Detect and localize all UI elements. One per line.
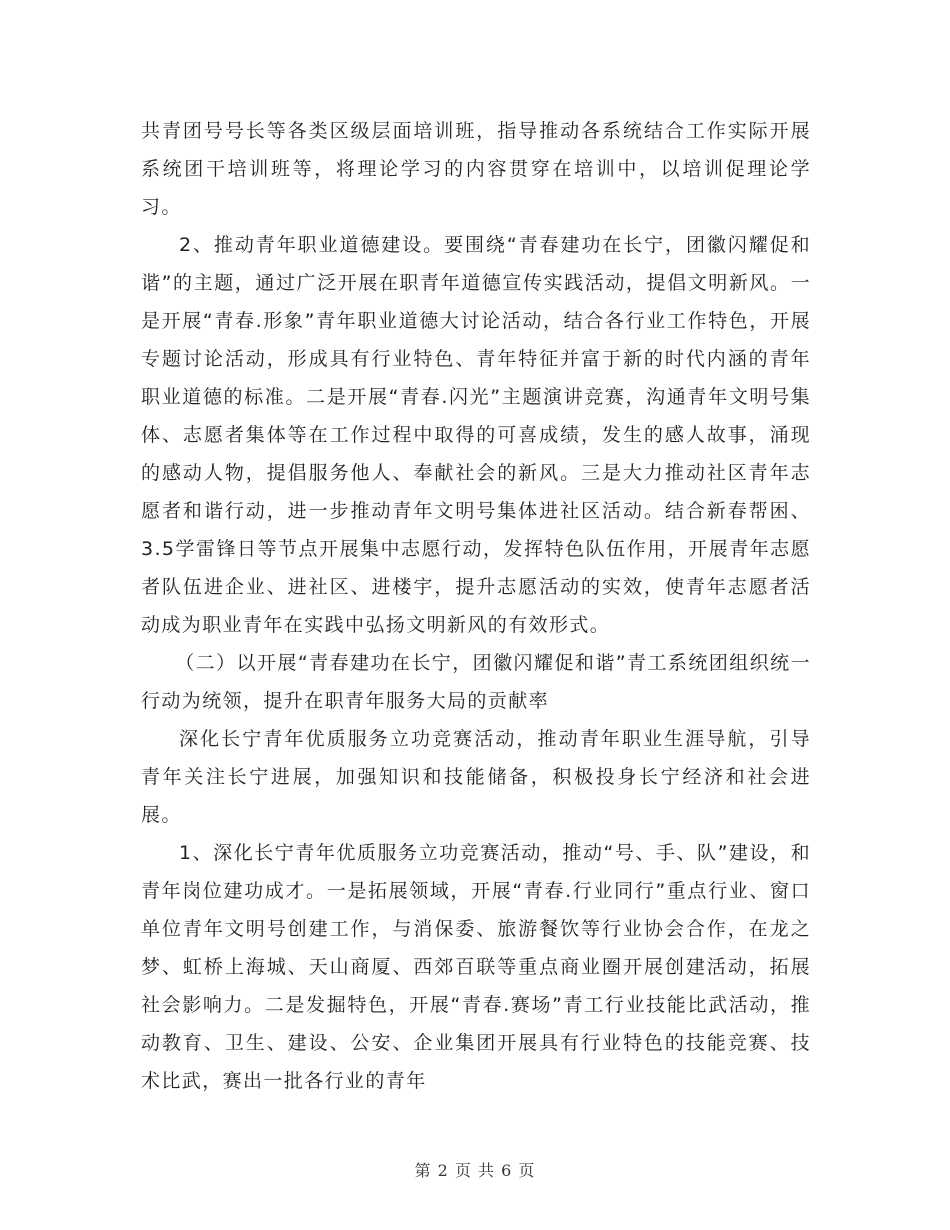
page-footer: 第 2 页 共 6 页 — [414, 1161, 536, 1180]
section-heading-2: （二）以开展“青春建功在长宁，团徽闪耀促和谐”青工系统团组织统一行动为统领，提升在职青年服务大局的贡献率 — [141, 652, 811, 712]
paragraph-section-intro: 深化长宁青年优质服务立功竞赛活动，推动青年职业生涯导航，引导青年关注长宁进展，加强知识和技能储备，积极投身长宁经济和社会进展。 — [141, 728, 811, 826]
document-body — [141, 112, 811, 1100]
paragraph-continuation: 共青团号号长等各类区级层面培训班，指导推动各系统结合工作实际开展系统团干培训班等，将理论学习的内容贯穿在培训中，以培训促理论学习。 — [141, 120, 811, 218]
paragraph-item-2: 2、推动青年职业道德建设。要围绕“青春建功在长宁，团徽闪耀促和谐”的主题，通过广泛开展在职青年道德宣传实践活动，提倡文明新风。一是开展“青春.形象”青年职业道德大讨论活动，结合各行业工作特色，开展专题讨论活动，形成具有行业特色、青年特征并富于新的时代内涵的青年职业道德的标准。二是开展“青春.闪光”主题演讲竞赛，沟通青年文明号集体、志愿者集体等在工作过程中取得的可喜成绩，发生的感人故事，涌现的感动人物，提倡服务他人、奉献社会的新风。三是大力推动社区青年志愿者和谐行动，进一步推动青年文明号集体进社区活动。结合新春帮困、3.5学雷锋日等节点开展集中志愿行动，发挥特色队伍作用，开展青年志愿者队伍进企业、进社区、进楼宇，提升志愿活动的实效，使青年志愿者活动成为职业青年在实践中弘扬文明新风的有效形式。 — [141, 234, 811, 636]
paragraph-item-1: 1、深化长宁青年优质服务立功竞赛活动，推动“号、手、队”建设，和青年岗位建功成才。一是拓展领域，开展“青春.行业同行”重点行业、窗口单位青年文明号创建工作，与消保委、旅游餐饮等行业协会合作，在龙之梦、虹桥上海城、天山商厦、西郊百联等重点商业圈开展创建活动，拓展社会影响力。二是发掘特色，开展“青春.赛场”青工行业技能比武活动，推动教育、卫生、建设、公安、企业集团开展具有行业特色的技能竞赛、技术比武，赛出一批各行业的青年 — [141, 842, 811, 1092]
